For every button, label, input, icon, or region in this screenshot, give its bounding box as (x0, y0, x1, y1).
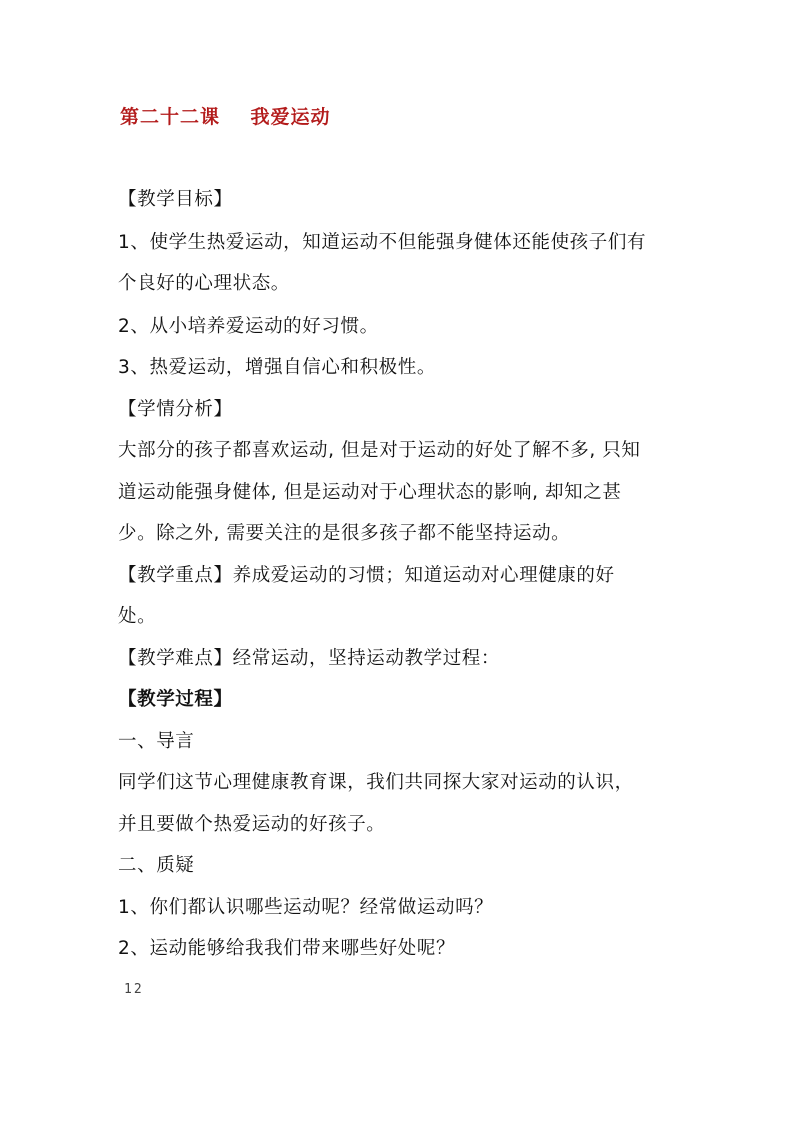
lesson-title: 第二十二课 我爱运动 (120, 106, 331, 128)
subsection-heading-questions: 二、质疑 (118, 855, 195, 876)
paragraph-line: 并且要做个热爱运动的好孩子。 (118, 814, 386, 835)
paragraph-line: 2、从小培养爱运动的好习惯。 (118, 316, 379, 337)
paragraph-line: 3、热爱运动，增强自信心和积极性。 (118, 357, 436, 378)
section-heading-teaching-goals: 【教学目标】 (118, 189, 233, 210)
paragraph-line: 个良好的心理状态。 (118, 273, 290, 294)
paragraph-line: 大部分的孩子都喜欢运动, 但是对于运动的好处了解不多, 只知 (118, 440, 641, 461)
paragraph-key-points: 【教学重点】养成爱运动的习惯；知道运动对心理健康的好 (118, 565, 615, 586)
paragraph-line: 2、运动能够给我我们带来哪些好处呢？ (118, 938, 456, 959)
paragraph-difficulties: 【教学难点】经常运动，坚持运动教学过程： (118, 648, 501, 669)
subsection-heading-introduction: 一、导言 (118, 731, 195, 752)
paragraph-line: 1、你们都认识哪些运动呢？经常做运动吗？ (118, 897, 494, 918)
page-number: 12 (124, 982, 144, 997)
paragraph-line: 1、使学生热爱运动，知道运动不但能强身健体还能使孩子们有 (118, 232, 647, 253)
section-heading-learner-analysis: 【学情分析】 (118, 399, 233, 420)
paragraph-line: 道运动能强身健体, 但是运动对于心理状态的影响, 却知之甚 (118, 482, 622, 503)
paragraph-line: 同学们这节心理健康教育课，我们共同探大家对运动的认识， (118, 772, 634, 793)
paragraph-line: 处。 (118, 606, 157, 627)
section-heading-teaching-process: 【教学过程】 (118, 689, 233, 710)
paragraph-line: 少。除之外, 需要关注的是很多孩子都不能坚持运动。 (118, 523, 571, 544)
